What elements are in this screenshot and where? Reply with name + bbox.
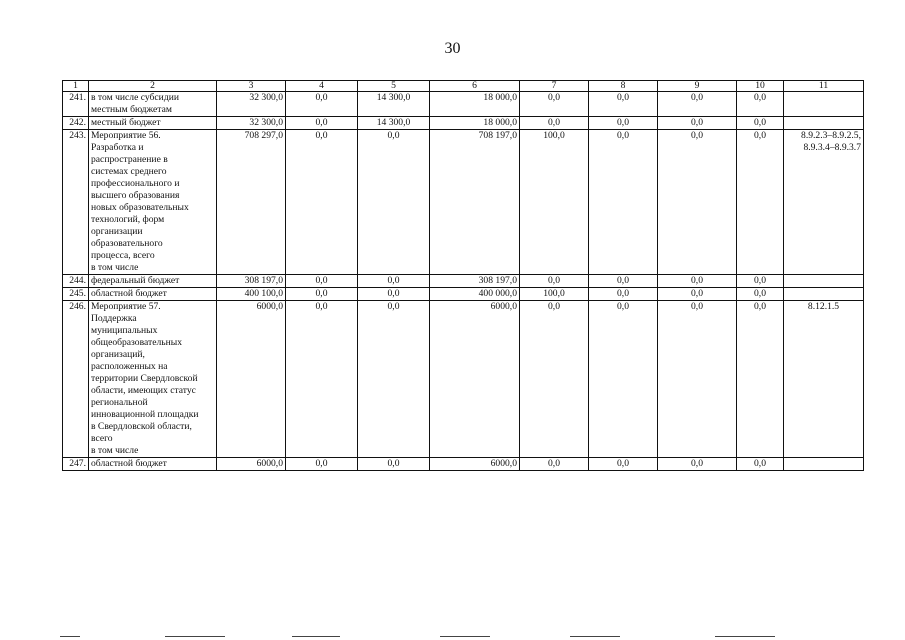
cell-total: 708 297,0 [217,130,286,275]
cell-value: 0,0 [286,301,358,458]
scan-mark [292,636,340,637]
cell-value: 0,0 [589,130,658,275]
cell-value: 0,0 [737,288,784,301]
cell-total: 400 100,0 [217,288,286,301]
header-cell: 2 [89,81,217,92]
cell-value: 0,0 [658,117,737,130]
scan-mark [60,636,80,637]
cell-value: 0,0 [737,301,784,458]
cell-value: 0,0 [520,301,589,458]
cell-value: 100,0 [520,288,589,301]
cell-value: 0,0 [286,92,358,117]
row-number: 242. [63,117,89,130]
cell-value: 308 197,0 [430,275,520,288]
cell-value: 0,0 [286,117,358,130]
row-number: 241. [63,92,89,117]
cell-value: 0,0 [520,458,589,471]
cell-value: 0,0 [286,288,358,301]
cell-value: 0,0 [658,288,737,301]
cell-value: 18 000,0 [430,92,520,117]
scan-mark [570,636,620,637]
cell-target [784,117,864,130]
cell-target: 8.12.1.5 [784,301,864,458]
table-row [63,301,864,458]
cell-value: 14 300,0 [358,92,430,117]
cell-value: 0,0 [737,117,784,130]
row-number: 246. [63,301,89,458]
row-name: областной бюджет [89,458,217,471]
cell-value: 6000,0 [430,458,520,471]
row-name: областной бюджет [89,288,217,301]
cell-value: 0,0 [737,130,784,275]
table-row [63,458,864,471]
cell-value: 0,0 [358,301,430,458]
cell-target [784,288,864,301]
table-row [63,92,864,117]
cell-value: 0,0 [658,92,737,117]
cell-total: 6000,0 [217,301,286,458]
cell-value: 0,0 [286,458,358,471]
row-name: местный бюджет [89,117,217,130]
row-name: в том числе субсидии местным бюджетам [89,92,217,117]
cell-value: 0,0 [658,130,737,275]
header-cell: 6 [430,81,520,92]
table-row [63,117,864,130]
cell-value: 6000,0 [430,301,520,458]
header-cell: 3 [217,81,286,92]
row-name: федеральный бюджет [89,275,217,288]
cell-value: 0,0 [658,458,737,471]
cell-value: 0,0 [520,275,589,288]
header-cell: 8 [589,81,658,92]
cell-value: 0,0 [589,92,658,117]
table-row [63,130,864,275]
cell-value: 0,0 [286,130,358,275]
header-cell: 9 [658,81,737,92]
header-cell: 11 [784,81,864,92]
row-number: 244. [63,275,89,288]
budget-table [62,80,864,471]
cell-value: 0,0 [520,117,589,130]
cell-value: 18 000,0 [430,117,520,130]
row-name: Мероприятие 57. Поддержка муниципальных общеобразовательных организаций, расположенных на территории Свердловской области, имеющих статус региональной инновационной площадки в Свердловской области, всего в том числе [89,301,217,458]
scan-mark [165,636,225,637]
row-number: 243. [63,130,89,275]
cell-value: 100,0 [520,130,589,275]
row-number: 247. [63,458,89,471]
cell-value: 0,0 [589,301,658,458]
header-cell: 10 [737,81,784,92]
row-number: 245. [63,288,89,301]
cell-value: 0,0 [286,275,358,288]
cell-value: 0,0 [737,458,784,471]
scan-mark [715,636,775,637]
header-cell: 5 [358,81,430,92]
cell-value: 0,0 [589,275,658,288]
cell-target [784,275,864,288]
cell-value: 0,0 [358,458,430,471]
cell-value: 0,0 [589,117,658,130]
cell-value: 0,0 [358,275,430,288]
row-name: Мероприятие 56. Разработка и распространение в системах среднего профессионального и высшего образования новых образовательных технологий, форм организации образовательного процесса, всего в том числе [89,130,217,275]
cell-value: 0,0 [658,301,737,458]
cell-total: 308 197,0 [217,275,286,288]
cell-value: 0,0 [658,275,737,288]
cell-total: 32 300,0 [217,92,286,117]
header-row [63,81,864,92]
scan-mark [440,636,490,637]
cell-value: 0,0 [737,92,784,117]
cell-target: 8.9.2.3–8.9.2.5, 8.9.3.4–8.9.3.7 [784,130,864,275]
table-row [63,288,864,301]
header-cell: 4 [286,81,358,92]
cell-value: 0,0 [520,92,589,117]
header-cell: 7 [520,81,589,92]
page-number: 30 [444,40,461,57]
cell-total: 6000,0 [217,458,286,471]
cell-value: 0,0 [358,288,430,301]
header-cell: 1 [63,81,89,92]
cell-value: 0,0 [737,275,784,288]
cell-target [784,92,864,117]
cell-value: 14 300,0 [358,117,430,130]
cell-value: 400 000,0 [430,288,520,301]
cell-value: 708 197,0 [430,130,520,275]
cell-value: 0,0 [589,288,658,301]
table-row [63,275,864,288]
cell-value: 0,0 [358,130,430,275]
cell-target [784,458,864,471]
cell-total: 32 300,0 [217,117,286,130]
cell-value: 0,0 [589,458,658,471]
